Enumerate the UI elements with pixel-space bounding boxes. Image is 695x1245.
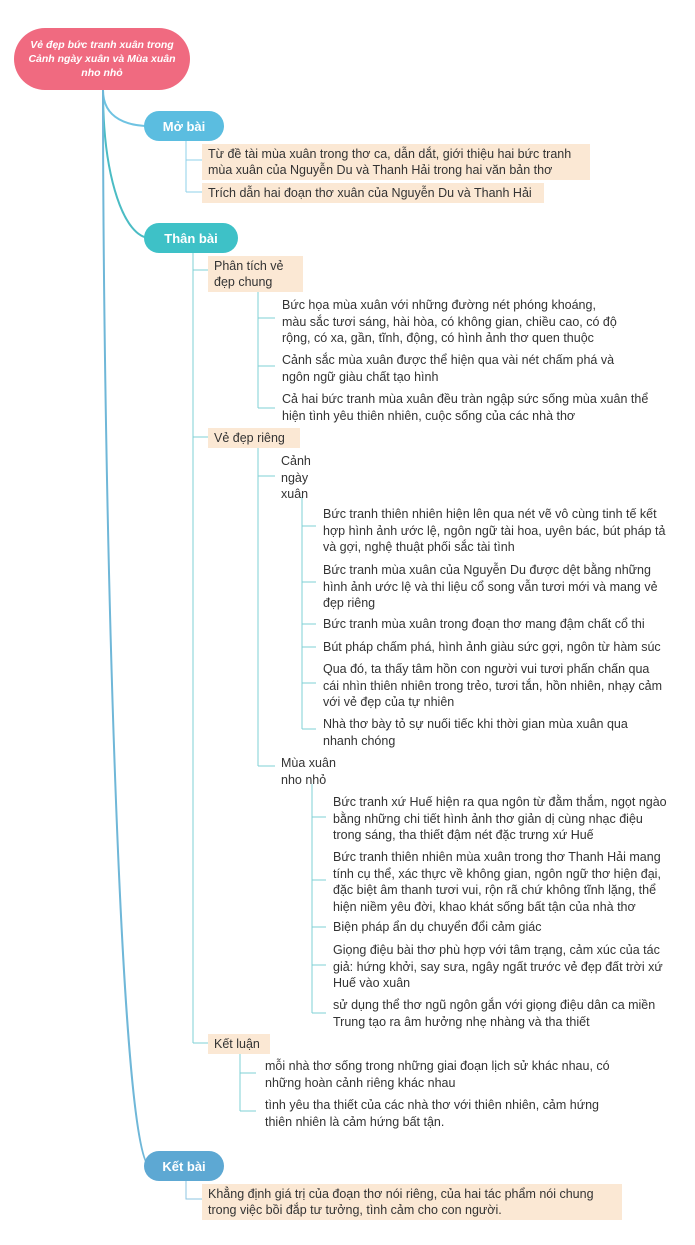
mua-xuan-item-2: Bức tranh thiên nhiên mùa xuân trong thơ Thanh Hải mang tính cụ thể, xác thực về không gian, ngôn ngữ thơ hiện đại, đặc biệt âm thanh tươi vui, rộn rã chứ không tĩnh lặng, thể hiện niềm yêu đời, khao khát sống bất tận của nhà thơ: [333, 850, 661, 914]
canh-ngay-xuan-item-5: Qua đó, ta thấy tâm hồn con người vui tươi phấn chấn qua cái nhìn thiên nhiên trong trẻo, tươi tắn, hồn nhiên, nhạy cảm với vẻ đẹp của tự nhiên: [323, 662, 663, 709]
mua-xuan-nho-nho-label[interactable]: Mùa xuân nho nhỏ: [281, 756, 336, 787]
ket-bai-branch-line: [186, 1181, 202, 1199]
chung-item-2: Cảnh sắc mùa xuân được thể hiện qua vài nét chấm phá và ngôn ngữ giàu chất tạo hình: [282, 353, 615, 384]
mua-xuan-item-4: Giọng điệu bài thơ phù hợp với tâm trạng, cảm xúc của tác giả: hứng khởi, say sưa, ngây ngất trước vẻ đẹp đất trời xứ Huế vào xuân: [333, 943, 663, 990]
than-bai-branch-line: [193, 253, 208, 1043]
ket-bai-item-1: Khẳng định giá trị của đoạn thơ nói riêng, của hai tác phẩm nói chung trong việc bồi đắp tư tưởng, tình cảm cho con người.: [202, 1184, 622, 1220]
canh-ngay-xuan-item-3: Bức tranh mùa xuân trong đoạn thơ mang đậm chất cổ thi: [323, 617, 645, 631]
root-to-ket-bai-line: [103, 90, 150, 1166]
mo-bai-item-1: Từ đề tài mùa xuân trong thơ ca, dẫn dắt, giới thiệu hai bức tranh mùa xuân của Nguyễn Du và Thanh Hải trong hai văn bản thơ: [202, 144, 590, 180]
canh-ngay-xuan-label[interactable]: Cảnh ngày xuân: [281, 454, 311, 501]
root-topic[interactable]: Vẻ đẹp bức tranh xuân trong Cảnh ngày xuân và Mùa xuân nho nhỏ: [14, 28, 190, 90]
than-bai-ve-dep-rieng[interactable]: Vẻ đẹp riêng: [208, 428, 300, 448]
chung-branch-line: [258, 289, 275, 408]
branch-mo-bai[interactable]: Mở bài: [144, 111, 224, 141]
mua-xuan-item-3: Biện pháp ẩn dụ chuyển đổi cảm giác: [333, 920, 542, 934]
ket-luan-item-1: mỗi nhà thơ sống trong những giai đoạn lịch sử khác nhau, có những hoàn cảnh riêng khác nhau: [265, 1059, 610, 1090]
canh-ngay-xuan-item-1: Bức tranh thiên nhiên hiện lên qua nét vẽ vô cùng tinh tế kết hợp hình ảnh ước lệ, ngôn ngữ tài hoa, uyên bác, bút pháp tả và gợi, nghệ thuật phối sắc tài tình: [323, 507, 666, 554]
than-bai-ket-luan[interactable]: Kết luận: [208, 1034, 270, 1054]
than-bai-phan-tich-chung[interactable]: Phân tích vẻ đẹp chung: [208, 256, 303, 292]
chung-item-1: Bức họa mùa xuân với những đường nét phóng khoáng, màu sắc tươi sáng, hài hòa, có không gian, chiều cao, có độ rộng, có xa, gần, tĩnh, động, có hình ảnh thơ quen thuộc: [282, 298, 617, 345]
mua-xuan-item-5: sử dụng thể thơ ngũ ngôn gắn với giọng điệu dân ca miền Trung tạo ra âm hưởng nhẹ nhàng và tha thiết: [333, 998, 656, 1029]
canh-ngay-xuan-item-4: Bút pháp chấm phá, hình ảnh giàu sức gợi, ngôn từ hàm súc: [323, 640, 661, 654]
branch-than-bai[interactable]: Thân bài: [144, 223, 238, 253]
rieng-branch-line: [258, 446, 275, 766]
canh-ngay-xuan-item-6: Nhà thơ bày tỏ sự nuối tiếc khi thời gian mùa xuân qua nhanh chóng: [323, 717, 628, 748]
canh-ngay-xuan-branch-line: [302, 497, 316, 729]
mua-xuan-item-1: Bức tranh xứ Huế hiện ra qua ngôn từ đằm thắm, ngọt ngào bằng những chi tiết hình ảnh thơ giản dị cùng nhạc điệu trong sáng, tha thiết đậm nét đặc trưng xứ Huế: [333, 795, 667, 842]
mo-bai-item-2: Trích dẫn hai đoạn thơ xuân của Nguyễn Du và Thanh Hải: [202, 183, 544, 203]
ket-luan-item-2: tình yêu tha thiết của các nhà thơ với thiên nhiên, cảm hứng thiên nhiên là cảm hứng bất tận.: [265, 1098, 599, 1129]
chung-item-3: Cả hai bức tranh mùa xuân đều tràn ngập sức sống mùa xuân thể hiện tình yêu thiên nhiên, cuộc sống của các nhà thơ: [282, 392, 649, 423]
root-to-mo-bai-line: [103, 90, 150, 126]
mo-bai-branch-line: [186, 141, 202, 192]
ket-luan-branch-line: [240, 1053, 256, 1111]
canh-ngay-xuan-item-2: Bức tranh mùa xuân của Nguyễn Du được dệt bằng những hình ảnh ước lệ và thi liệu cổ song vẫn tươi mới và mang vẻ đẹp riêng: [323, 563, 658, 610]
branch-ket-bai[interactable]: Kết bài: [144, 1151, 224, 1181]
mua-xuan-branch-line: [312, 784, 326, 1013]
